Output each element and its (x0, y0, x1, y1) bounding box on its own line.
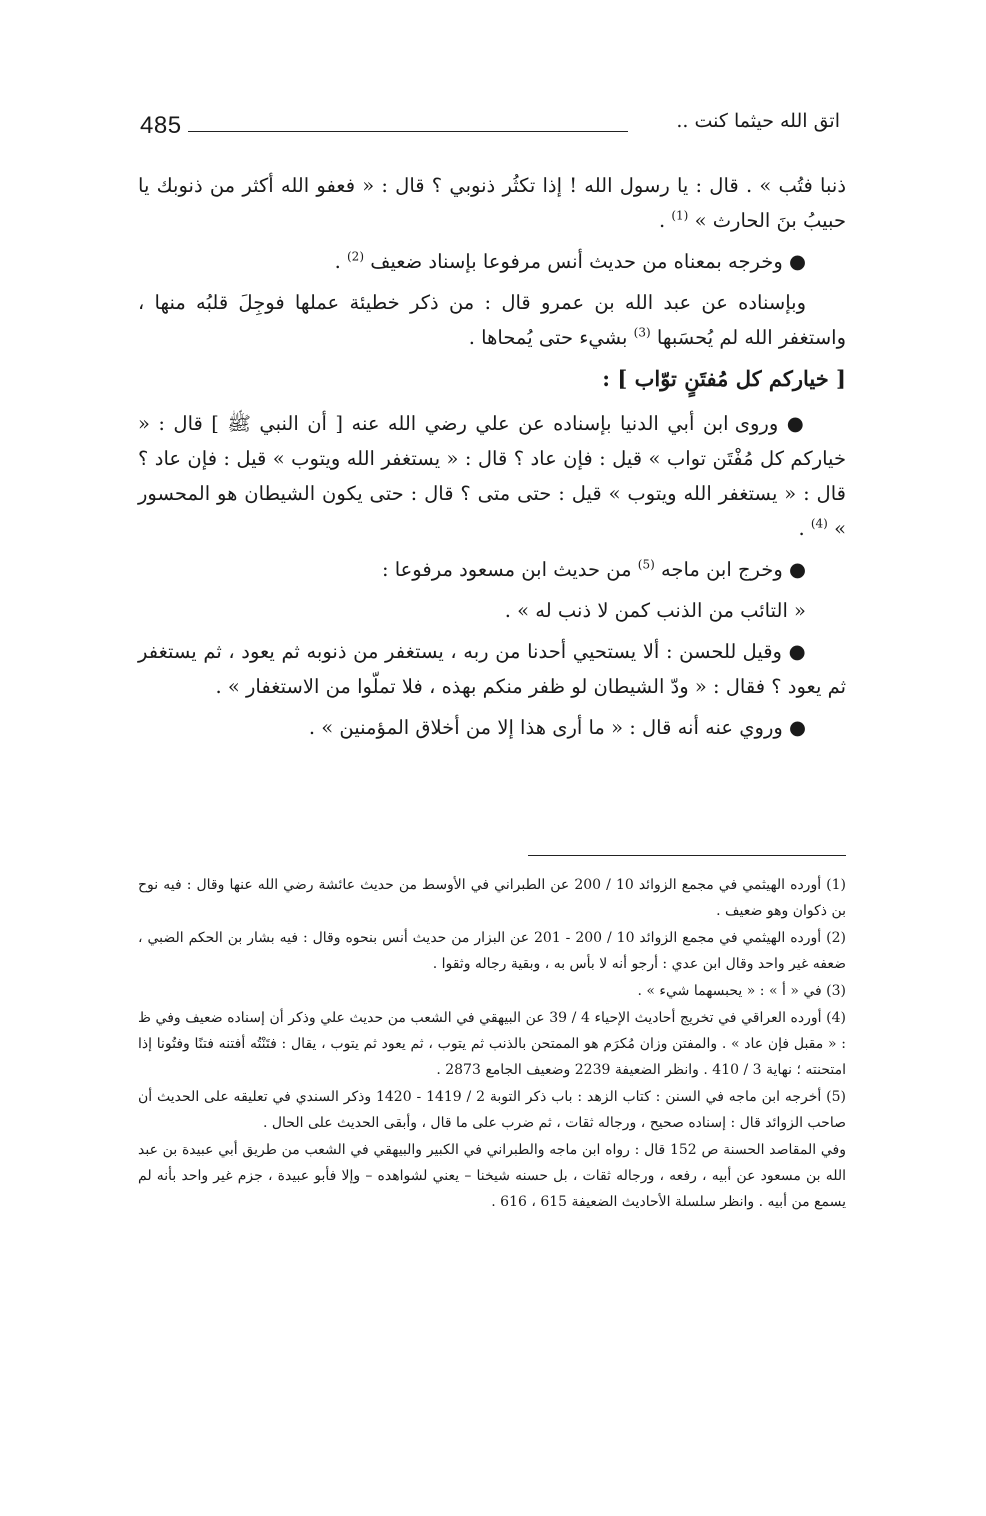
paragraph (138, 710, 846, 745)
footnote-1: (1) أورده الهيثمي في مجمع الزوائد 10 / 200 عن الطبراني في الأوسط من حديث عائشة رضي الله عنها وقال : فيه نوح بن ذكوان وهو ضعيف . (138, 877, 847, 919)
paragraph-text: وخرج ابن ماجه (660, 558, 783, 581)
paragraph-end: . (658, 209, 672, 232)
paragraph-text: وبإسناده عن عبد الله بن عمرو قال : من ذكر خطيئة عملها فوجِلَ قلبُه منها ، واستغفر الله لم يُحسَبها (138, 291, 846, 349)
footnote-ref: (2) (346, 249, 364, 264)
footnote-separator (528, 855, 846, 856)
bullet-icon: ● (786, 412, 807, 435)
page-number: 485 (140, 112, 182, 139)
paragraph (138, 634, 846, 704)
section-heading: [ خياركم كل مُفتَنٍ توّاب ] : (602, 366, 846, 391)
paragraph-end: بشيء حتى يُمحاها . (468, 326, 634, 349)
paragraph (138, 168, 846, 238)
footnote-4: (4) أورده العراقي في تخريج أحاديث الإحياء 4 / 39 عن البيهقي في الشعب من حديث علي وذكر أن إسناده ضعيف وفي ظ : « مقبل فإن عاد » . والمفتن وزان مُكرَم هو الممتحن بالذنب ثم يتوب ، ثم يعود ثم يتوب ، يقال : فتَنْتُه أفتنه فتنًا وفتُونا إذا امتحنته ؛ نهاية 3 / 410 . وانظر الضعيفة 2239 وضعيف الجامع 2873 . (138, 1010, 846, 1078)
header-rule (188, 131, 628, 132)
quote-line: « التائب من الذنب كمن لا ذنب له » . (504, 599, 806, 622)
footnotes (138, 872, 846, 1216)
paragraph (138, 244, 846, 279)
paragraph (138, 285, 846, 355)
footnote-5-continued: وفي المقاصد الحسنة ص 152 قال : رواه ابن ماجه والطبراني في الكبير والبيهقي في الشعب من طريق أبي عبيدة بن عبد الله بن مسعود عن أبيه ، رفعه ، ورجاله ثقات ، بل حسنه شيخنا – يعني لشواهده – وإلا فأبو عبيدة ، جزم غير واحد بأنه لم يسمع من أبيه . وانظر سلسلة الأحاديث الضعيفة 615 ، 616 . (138, 1142, 846, 1210)
paragraph-text: ذنبا فتُب » . قال : يا رسول الله ! إذا تكثُر ذنوبي ؟ قال : « فعفو الله أكثر من ذنوبك يا حبيبُ بنَ الحارث » (138, 174, 846, 232)
footnote-5: (5) أخرجه ابن ماجه في السنن : كتاب الزهد : باب ذكر التوبة 2 / 1419 - 1420 وذكر السندي في تعليقه على الحديث أن صاحب الزوائد قال : إسناده صحيح ، ورجاله ثقات ، ثم ضرب على ما قال ، وأبقى الحديث على الحال . (138, 1089, 846, 1131)
footnote-ref: (5) (637, 557, 655, 572)
bullet-icon: ● (788, 640, 806, 663)
footnote-3: (3) في « أ » : « يحبسهما شيء » . (637, 983, 846, 999)
footnote-2: (2) أورده الهيثمي في مجمع الزوائد 10 / 200 - 201 عن البزار من حديث أنس بنحوه وقال : فيه بشار بن الحكم الضبي ، ضعفه غير واحد وقال ابن عدي : أرجو أنه لا بأس به ، وبقية رجاله وثقوا . (138, 930, 846, 972)
running-title: اتق الله حيثما كنت .. (676, 110, 840, 132)
paragraph (138, 552, 846, 587)
footnote-ref: (4) (810, 516, 828, 531)
footnote-ref: (3) (633, 325, 651, 340)
paragraph-text: وقيل للحسن : ألا يستحيي أحدنا من ربه ، يستغفر من ذنوبه ثم يعود ، ثم يستغفر ثم يعود ؟ فقال : « ودّ الشيطان لو ظفر منكم بهذه ، فلا تملّوا من الاستغفار » . (138, 640, 846, 698)
paragraph-text: وروي عنه أنه قال : « ما أرى هذا إلا من أخلاق المؤمنين » . (308, 716, 783, 739)
paragraph-text: وروى ابن أبي الدنيا بإسناده عن علي رضي الله عنه [ أن النبي ﷺ ] قال : « خياركم كل مُفْتَن تواب » قيل : فإن عاد ؟ قال : « يستغفر الله ويتوب » قيل : فإن عاد ؟ قال : « يستغفر الله ويتوب » قيل : حتى متى ؟ قال : حتى يكون الشيطان هو المحسور » (138, 412, 846, 540)
bullet-icon: ● (788, 250, 806, 273)
paragraph (138, 406, 846, 546)
paragraph-end: . (334, 250, 347, 273)
paragraph-end: من حديث ابن مسعود مرفوعا : (381, 558, 638, 581)
paragraph-text: وخرجه بمعناه من حديث أنس مرفوعا بإسناد ضعيف (370, 250, 783, 273)
paragraph-end: . (798, 517, 811, 540)
main-text (138, 168, 846, 751)
footnote-ref: (1) (671, 208, 689, 223)
bullet-icon: ● (788, 558, 806, 581)
running-header (140, 110, 840, 142)
bullet-icon: ● (788, 716, 806, 739)
